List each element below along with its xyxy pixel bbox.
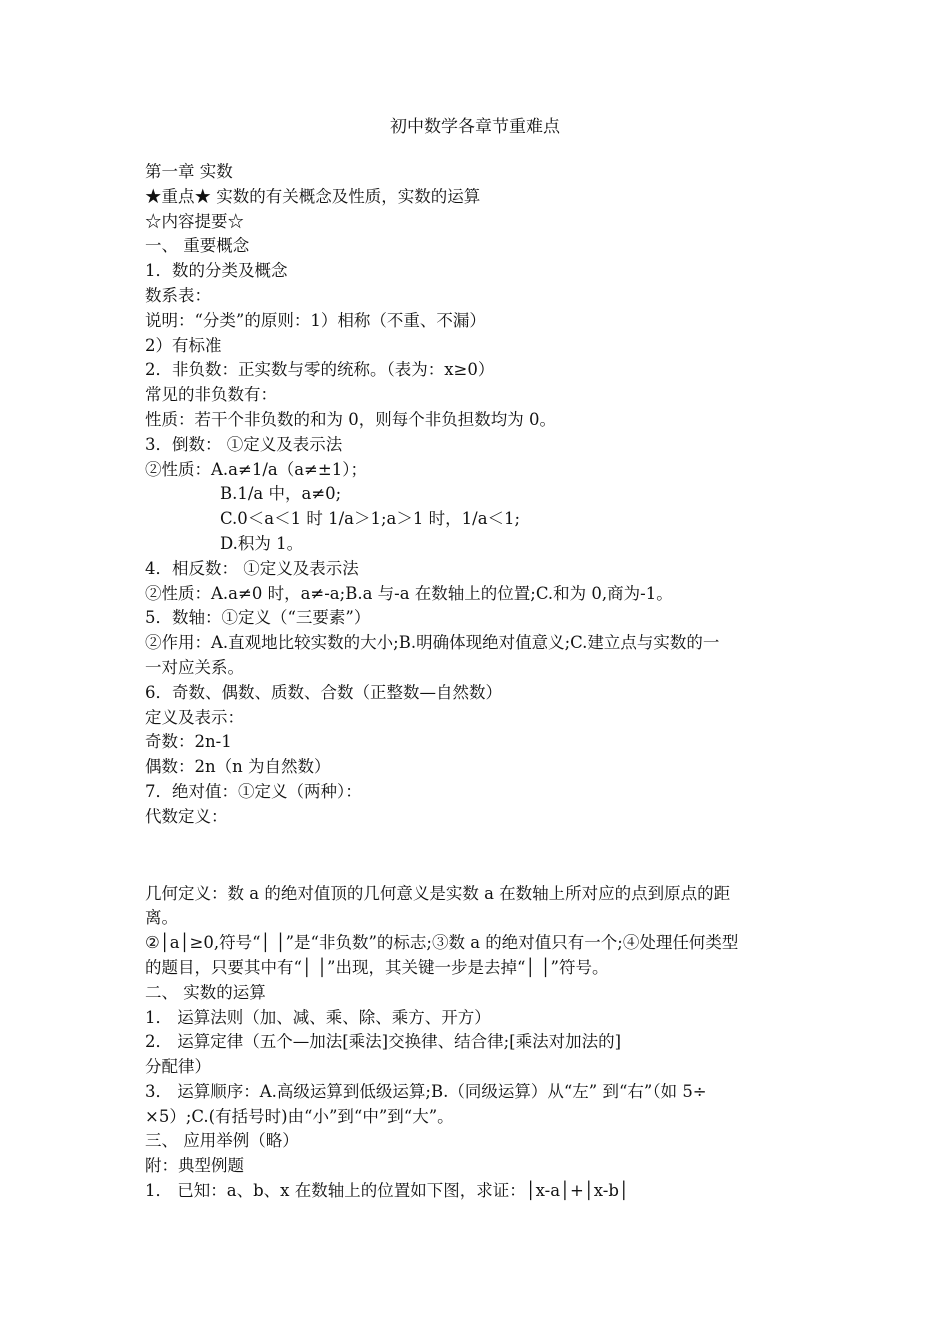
text-line: 偶数：2n（n 为自然数） [145,757,331,777]
text-line: ☆内容提要☆ [145,211,244,231]
text-line: 代数定义： [145,806,228,826]
text-line: 1． 已知：a、b、x 在数轴上的位置如下图，求证：│x-a│+│x-b│ [145,1181,629,1201]
text-line: 分配律） [145,1057,211,1077]
text-line: ②作用：A.直观地比较实数的大小;B.明确体现绝对值意义;C.建立点与实数的一 [145,633,720,653]
reciprocal-properties-list [145,482,805,556]
text-line: ②性质：A.a≠0 时，a≠-a;B.a 与-a 在数轴上的位置;C.和为 0,商为-1。 [145,583,673,603]
text-line: 的题目，只要其中有“│ │”出现，其关键一步是去掉“│ │”符号。 [145,957,609,977]
text-line: B.1/a 中，a≠0; [220,484,342,504]
text-line: 数系表： [145,285,211,305]
document-body [145,160,805,1204]
text-line: 附：典型例题 [145,1156,244,1176]
text-line: 一对应关系。 [145,657,244,677]
text-line: 第一章 实数 [145,162,233,181]
text-line: D.积为 1。 [220,533,304,553]
text-line: 4．相反数： ①定义及表示法 [145,558,359,578]
text-line: 三、 应用举例（略） [145,1131,299,1151]
text-line: 离。 [145,908,178,928]
text-line: ×5）;C.(有括号时)由“小”到“中”到“大”。 [145,1106,454,1126]
text-line: 性质：若干个非负数的和为 0，则每个非负担数均为 0。 [145,409,556,429]
text-line: 二、 实数的运算 [145,982,266,1002]
text-line: 说明：“分类”的原则：1）相称（不重、不漏） [145,310,486,330]
text-line: 定义及表示： [145,707,244,727]
text-line: ②性质：A.a≠1/a（a≠±1）； [145,459,367,479]
text-line: 2． 运算定律（五个—加法[乘法]交换律、结合律;[乘法对加法的] [145,1032,622,1052]
blank-space [145,830,805,882]
chapter-real-numbers-part1 [145,160,805,482]
text-line: 3． 运算顺序：A.高级运算到低级运算;B.（同级运算）从“左” 到“右”（如 5÷ [145,1081,707,1101]
text-line: ★重点★ 实数的有关概念及性质，实数的运算 [145,186,481,206]
text-line: 2．非负数：正实数与零的统称。（表为：x≥0） [145,360,495,380]
text-line: 常见的非负数有： [145,385,277,405]
text-line: 3．倒数： ①定义及表示法 [145,434,343,454]
chapter-real-numbers-part2 [145,557,805,830]
text-line: 一、 重要概念 [145,236,250,256]
text-line: 几何定义：数 a 的绝对值顶的几何意义是实数 a 在数轴上所对应的点到原点的距 [145,883,731,903]
text-line: 6．奇数、偶数、质数、合数（正整数—自然数） [145,682,502,702]
document-title: 初中数学各章节重难点 [390,117,560,137]
text-line: 1． 运算法则（加、减、乘、除、乘方、开方） [145,1007,491,1027]
text-line: 5．数轴：①定义（“三要素”） [145,608,371,628]
text-line: C.0＜a＜1 时 1/a＞1;a＞1 时，1/a＜1; [220,509,521,529]
text-line: 奇数：2n-1 [145,732,232,752]
text-line: 1．数的分类及概念 [145,261,288,281]
text-line: ②│a│≥0,符号“│ │”是“非负数”的标志;③数 a 的绝对值只有一个;④处理任何类型 [145,933,739,953]
text-line: 7．绝对值：①定义（两种）： [145,781,362,801]
text-line: 2）有标准 [145,335,222,355]
chapter-real-numbers-part3 [145,882,805,1204]
